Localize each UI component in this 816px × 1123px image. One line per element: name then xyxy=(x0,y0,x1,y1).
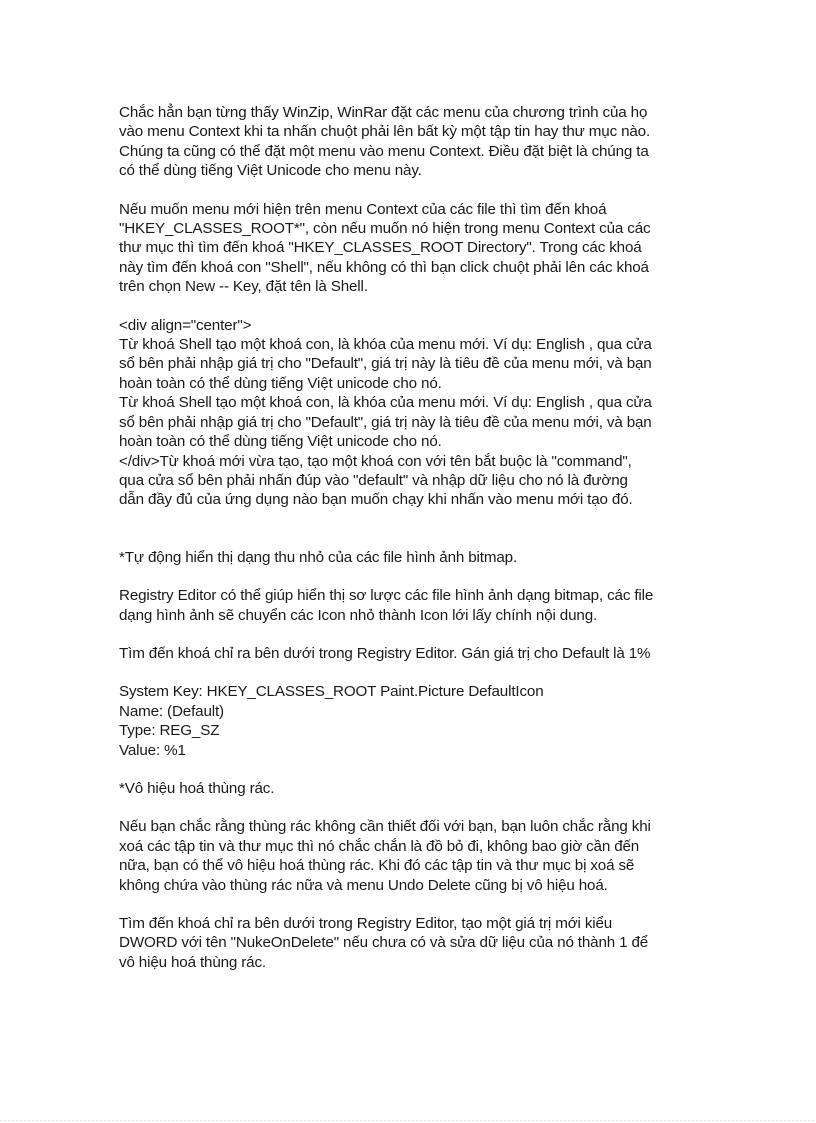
text-line: có thể dùng tiếng Việt Unicode cho menu này. xyxy=(119,162,422,180)
text-line: nữa, bạn có thể vô hiệu hoá thùng rác. Khi đó các tập tin và thư mục bị xoá sẽ xyxy=(119,857,635,875)
paragraph-spacer xyxy=(119,798,709,817)
text-line: DWORD với tên "NukeOnDelete" nếu chưa có và sửa dữ liệu của nó thành 1 để xyxy=(119,934,649,952)
text-line: sổ bên phải nhập giá trị cho "Default", giá trị này là tiêu đề của menu mới, và bạn xyxy=(119,355,652,373)
text-line: Từ khoá Shell tạo một khoá con, là khóa của menu mới. Ví dụ: English , qua cửa xyxy=(119,394,652,412)
paragraph-spacer xyxy=(119,297,709,316)
text-line: Tìm đến khoá chỉ ra bên dưới trong Registry Editor, tạo một giá trị mới kiểu xyxy=(119,915,613,932)
text-line: qua cửa sổ bên phải nhấn đúp vào "default" và nhập dữ liệu cho nó là đường xyxy=(119,471,628,489)
text-line: Registry Editor có thể giúp hiển thị sơ lược các file hình ảnh dạng bitmap, các file xyxy=(119,587,654,605)
text-line: thư mục thì tìm đến khoá "HKEY_CLASSES_ROOT Directory". Trong các khoá xyxy=(119,239,642,257)
paragraph-spacer xyxy=(119,181,709,200)
paragraph-shell-key xyxy=(119,316,709,510)
text-line: Name: (Default) xyxy=(119,702,224,720)
paragraph-thumbnail-find xyxy=(119,644,709,663)
text-line: Nếu muốn menu mới hiện trên menu Context của các file thì tìm đến khoá xyxy=(119,200,607,218)
paragraph-find-key xyxy=(119,200,709,297)
text-line: System Key: HKEY_CLASSES_ROOT Paint.Picture DefaultIcon xyxy=(119,683,544,701)
text-line: này tìm đến khoá con "Shell", nếu không có thì bạn click chuột phải lên các khoá xyxy=(119,258,649,276)
text-line: Chúng ta cũng có thể đặt một menu vào menu Context. Điều đặt biệt là chúng ta xyxy=(119,142,649,160)
text-line: *Tự động hiển thị dạng thu nhỏ của các file hình ảnh bitmap. xyxy=(119,548,518,566)
paragraph-intro xyxy=(119,103,709,181)
paragraph-spacer xyxy=(119,663,709,682)
text-line: dẫn đầy đủ của ứng dụng nào bạn muốn chạy khi nhấn vào menu mới tạo đó. xyxy=(119,491,633,509)
text-line: xoá các tập tin và thư mục thì nó chắc chắn là đồ bỏ đi, không bao giờ cần đến xyxy=(119,837,640,855)
text-line: Từ khoá Shell tạo một khoá con, là khóa của menu mới. Ví dụ: English , qua cửa xyxy=(119,336,652,354)
registry-values xyxy=(119,682,709,760)
paragraph-recycle-find xyxy=(119,914,709,972)
text-line: hoàn toàn có thể dùng tiếng Việt unicode cho nó. xyxy=(119,433,442,451)
text-line: Value: %1 xyxy=(119,741,186,759)
text-line: trên chọn New -- Key, đặt tên là Shell. xyxy=(119,278,368,296)
text-line: vô hiệu hoá thùng rác. xyxy=(119,953,266,971)
text-line: *Vô hiệu hoá thùng rác. xyxy=(119,779,275,797)
paragraph-spacer xyxy=(119,895,709,914)
page-bottom-edge xyxy=(0,1120,816,1121)
text-line: Chắc hẳn bạn từng thấy WinZip, WinRar đặt các menu của chương trình của họ xyxy=(119,104,648,121)
heading-thumbnail xyxy=(119,548,709,567)
text-line: Nếu bạn chắc rằng thùng rác không cần thiết đối với bạn, bạn luôn chắc rằng khi xyxy=(119,818,651,836)
paragraph-spacer xyxy=(119,625,709,644)
text-line: <div align="center"> xyxy=(119,316,252,334)
text-line: Tìm đến khoá chỉ ra bên dưới trong Registry Editor. Gán giá trị cho Default là 1% xyxy=(119,644,651,662)
paragraph-spacer xyxy=(119,510,709,548)
document-body xyxy=(119,103,709,972)
paragraph-spacer xyxy=(119,760,709,779)
paragraph-thumbnail-desc xyxy=(119,586,709,625)
text-line: không chứa vào thùng rác nữa và menu Undo Delete cũng bị vô hiệu hoá. xyxy=(119,876,608,894)
text-line: sổ bên phải nhập giá trị cho "Default", giá trị này là tiêu đề của menu mới, và bạn xyxy=(119,413,652,431)
text-line: vào menu Context khi ta nhấn chuột phải lên bất kỳ một tập tin hay thư mục nào. xyxy=(119,123,651,141)
text-line: </div>Từ khoá mới vừa tạo, tạo một khoá con với tên bắt buộc là "command", xyxy=(119,452,632,470)
text-line: "HKEY_CLASSES_ROOT*", còn nếu muốn nó hiện trong menu Context của các xyxy=(119,220,651,238)
paragraph-spacer xyxy=(119,567,709,586)
text-line: dạng hình ảnh sẽ chuyển các Icon nhỏ thành Icon lới lấy chính nội dung. xyxy=(119,606,598,624)
text-line: hoàn toàn có thể dùng tiếng Việt unicode cho nó. xyxy=(119,374,442,392)
text-line: Type: REG_SZ xyxy=(119,722,220,740)
heading-recycle-bin xyxy=(119,779,709,798)
paragraph-recycle-desc xyxy=(119,817,709,895)
